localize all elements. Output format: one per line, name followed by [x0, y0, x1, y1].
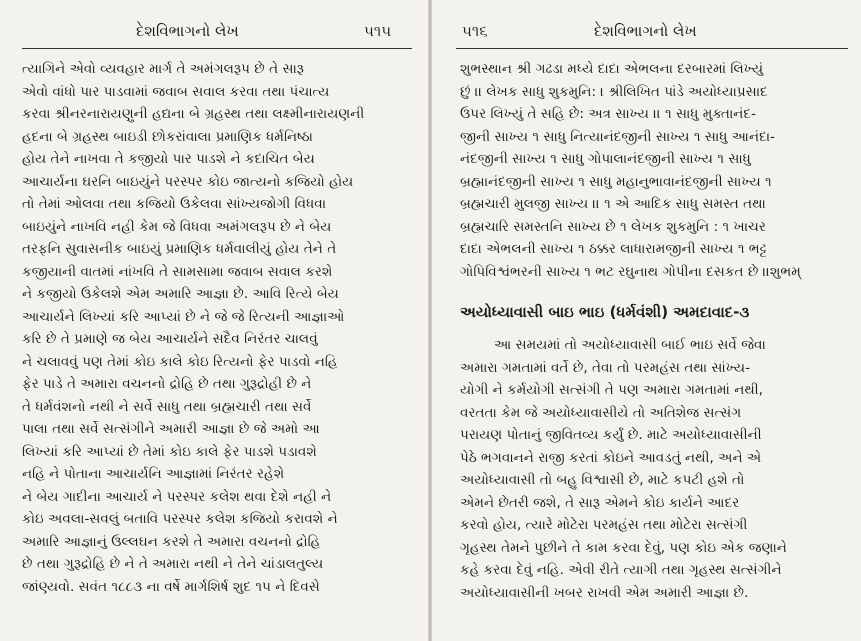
text-line: નંદજીની સાખ્ય ૧ સાધુ ગોપાલાનંદજીની સાખ્ય ૧ સાધુ [460, 151, 751, 167]
text-line: પરાયણ પોતાનું જીવિતવ્ય કર્યું છે. માટે અયોધ્યાવાસીની [460, 427, 762, 443]
text-line: નહિ ને પોતાના આચાર્યનિ આજ્ઞામાં નિરંતર રહેશે [22, 466, 285, 482]
text-line: બ્રહ્માનંદજીની સાખ્ય ૧ સાધુ મહાનુભાવાનંદજીની સાખ્ય ૧ [460, 173, 772, 190]
text-line: બાઇયુંને નાખવિ નહી કેમ જે વિધવા અમંગલરૂપ છે ને બેય [22, 218, 332, 235]
text-line: જીની સાખ્ય ૧ સાધુ નિત્યાનંદજીની સાખ્ય ૧ સાધુ આનંદા- [460, 128, 775, 145]
text-line: બ્રહ્મચારિ સમસ્તનિ સાખ્ય છે ૧ લેખક શુકમુનિ : ૧ ખાચર [460, 218, 766, 235]
text-line: ત્યાગિને એવો વ્યવહાર માર્ગ તે અમંગલરૂપ છે તે સારૂ [22, 61, 305, 77]
text-line: જાંણ્યવો. સવંત ૧૮૮૩ ના વર્ષે માર્ગશિર્ષ શુદ ૧૫ ને દિવસે [22, 578, 320, 595]
text-line: તે ધર્મવંશનો નથી ને સર્વે સાધુ તથા બ્રહ્મચારી તથા સર્વે [22, 398, 312, 415]
text-line: વરતતા કેમ જે અયોધ્યાવાસીયે તો અતિશેજ સત્સંગ [460, 404, 742, 421]
text-line: તરફનિ સુવાસનીક બાઇયું પ્રમાણિક ધર્મવાલીયું હોય તેને તે [22, 241, 337, 257]
text-line: છું ।। લેખક સાધુ શુકમુનિ: । શ્રીલિખિત પાંડે અયોધ્યાપ્રસાદ [460, 83, 768, 100]
left-page [0, 0, 428, 641]
text-line: આચાર્યના ઘરનિ બાઇયુંને પરસ્પર કોઇ જાત્યનો કજિયો હોય [22, 173, 354, 190]
page-number: ૫૧૬ [462, 22, 488, 40]
text-line: ને કજીયો ઉકેલશે એમ અમારિ આજ્ઞા છે. આવિ રિત્યે બેય [22, 286, 339, 302]
text-line: ને બેય ગાદીના આચાર્ય ને પરસ્પર કલેશ થવા દેશે નહી ને [22, 488, 332, 505]
text-line: અમારા ગમતામાં વર્તે છે, તેવા તો પરમહંસ તથા સાંખ્ય- [460, 359, 751, 376]
text-line: કરવા શ્રીનરનારાયણુની હદ્યના બે ગ્રહસ્થ તથા લક્ષ્મીનારાયણની [22, 106, 365, 122]
text-line: બ્રહ્મચારી મુલજી સાખ્ય ।। ૧ એ આદિક સાધુ સમસ્ત તથા [460, 196, 766, 212]
text-line: આ સમયમાં તો અયોધ્યાવાસી બાઈ ભાઇ સર્વે જેવા [494, 337, 766, 353]
body-text [460, 58, 852, 283]
text-line: એમને છેતરી જશે, તે સારૂ એમને કોઇ કાર્યને આદર [460, 494, 740, 511]
text-line: એવો વાંધો પાર પાડવામાં જવાબ સવાલ કરવા તથા પંચાત્ય [22, 83, 330, 100]
text-line: છે તથા ગુરૂદ્રોહિ છે ને તે અમારા નથી ને તેને ચાંડાલતુલ્ય [22, 556, 324, 572]
header-rule [22, 48, 412, 49]
text-line: શુભસ્થાન શ્રી ગઢડા મધ્યે દાદા એભલના દરબારમાં લિખ્યું [460, 61, 764, 77]
right-page [432, 0, 861, 641]
page-header-title: દેશવિભાગનો લેખ [594, 22, 697, 40]
text-line: ગૃહસ્થ તેમને પુછીને તે કામ કરવા દેવું, પણ કોઇ એક જણાને [460, 539, 787, 556]
text-line: પેઠે ભગવાનને રાજી કરતાં કોઇને આવડતું નથી, અને એ [460, 449, 762, 466]
text-line: કરિ છે તે પ્રમાણે જ બેય આચાર્યને સદૈવ નિરંતર ચાલવું [22, 331, 318, 347]
page-header-title: દેશવિભાગનો લેખ [136, 22, 239, 40]
section-heading: અયોધ્યાવાસી બાઇ ભાઇ (ધર્મવંશી) અમદાવાદ-૩ [460, 303, 750, 321]
text-line: અયોધ્યાવાસી તો બહુ વિશ્વાસી છે, માટે કપટી હશે તો [460, 472, 745, 488]
body-text [22, 58, 416, 598]
page-number: ૫૧૫ [364, 22, 392, 40]
text-line: યોગી ને કર્મયોગી સત્સંગી તે પણ અમારા ગમતામાં નથી, [460, 382, 763, 398]
text-line: લિખ્યાં કરિ આપ્યાં છે તેમાં કોઇ કાલે ફેર પાડશે પડાવશે [22, 443, 317, 460]
text-line: હોય તેને નાખવા તે કજીયો પાર પાડશે ને કદાચિત બેય [22, 151, 315, 167]
text-line: ને ચલાવવું પણ તેમાં કોઇ કાલે કોઇ રિત્યનો ફેર પાડવો નહિ [22, 353, 338, 370]
text-line: કરવો હોય, ત્યારે મોટેરા પરમહંસ તથા મોટેરા સત્સંગી [460, 517, 748, 533]
section-body-text [460, 334, 852, 604]
text-line: ગોપિવિશ્વંભરની સાખ્ય ૧ ભટ રઘુનાથ ગોપીના દસકત છે ।।શુભમ્ [460, 263, 801, 280]
text-line: પાલા તથા સર્વે સત્સંગીને અમારી આજ્ઞા છે જે અમો આ [22, 421, 320, 437]
header-rule [456, 48, 848, 49]
text-line: આચાર્યને લિખ્યાં કરિ આપ્યાં છે ને જે જે રિત્યની આજ્ઞાઓ [22, 308, 345, 325]
text-line: અમારિ આજ્ઞાનું ઉલ્લઘન કરશે તે અમારા વચનનો દ્રોહિ [22, 533, 321, 550]
text-line: તો તેમાં ઓલવા તથા કજિયો ઉકેલવા સાંખ્યજોગી વિધવા [22, 196, 327, 212]
text-line: અયોધ્યાવાસીની ખબર રાખવી એમ અમારી આજ્ઞા છે. [460, 584, 749, 601]
text-line: કજીયાની વાતમાં નાંખવિ તે સામસામા જવાબ સવાલ કરશે [22, 263, 333, 280]
text-line: હદના બે ગ્રહસ્થ બાઇડી છોકરાંવાલા પ્રમાણિક ધર્મનિષ્ઠા [22, 128, 314, 145]
text-line: ફેર પાડે તે અમારા વચનનો દ્રોહિ છે તથા ગુરૂદ્રોહી છે ને [22, 376, 312, 392]
text-line: ઉપર લિખ્યું તે સહિ છે: અત્ર સાખ્ય ।। ૧ સાધુ મુક્તાનંદ- [460, 106, 756, 122]
text-line: કોઇ અવલા-સવલું બતાવિ પરસ્પર કલેશ કજિયો કરાવશે ને [22, 511, 338, 527]
text-line: દાદા એભલની સાખ્ય ૧ ઠક્કર લાધારામજીની સાખ્ય ૧ ભટ્ટ [460, 241, 768, 257]
text-line: કહે કરવા દેવું નહિ. એવી રીતે ત્યાગી તથા ગૃહસ્થ સત્સંગીને [460, 562, 782, 578]
